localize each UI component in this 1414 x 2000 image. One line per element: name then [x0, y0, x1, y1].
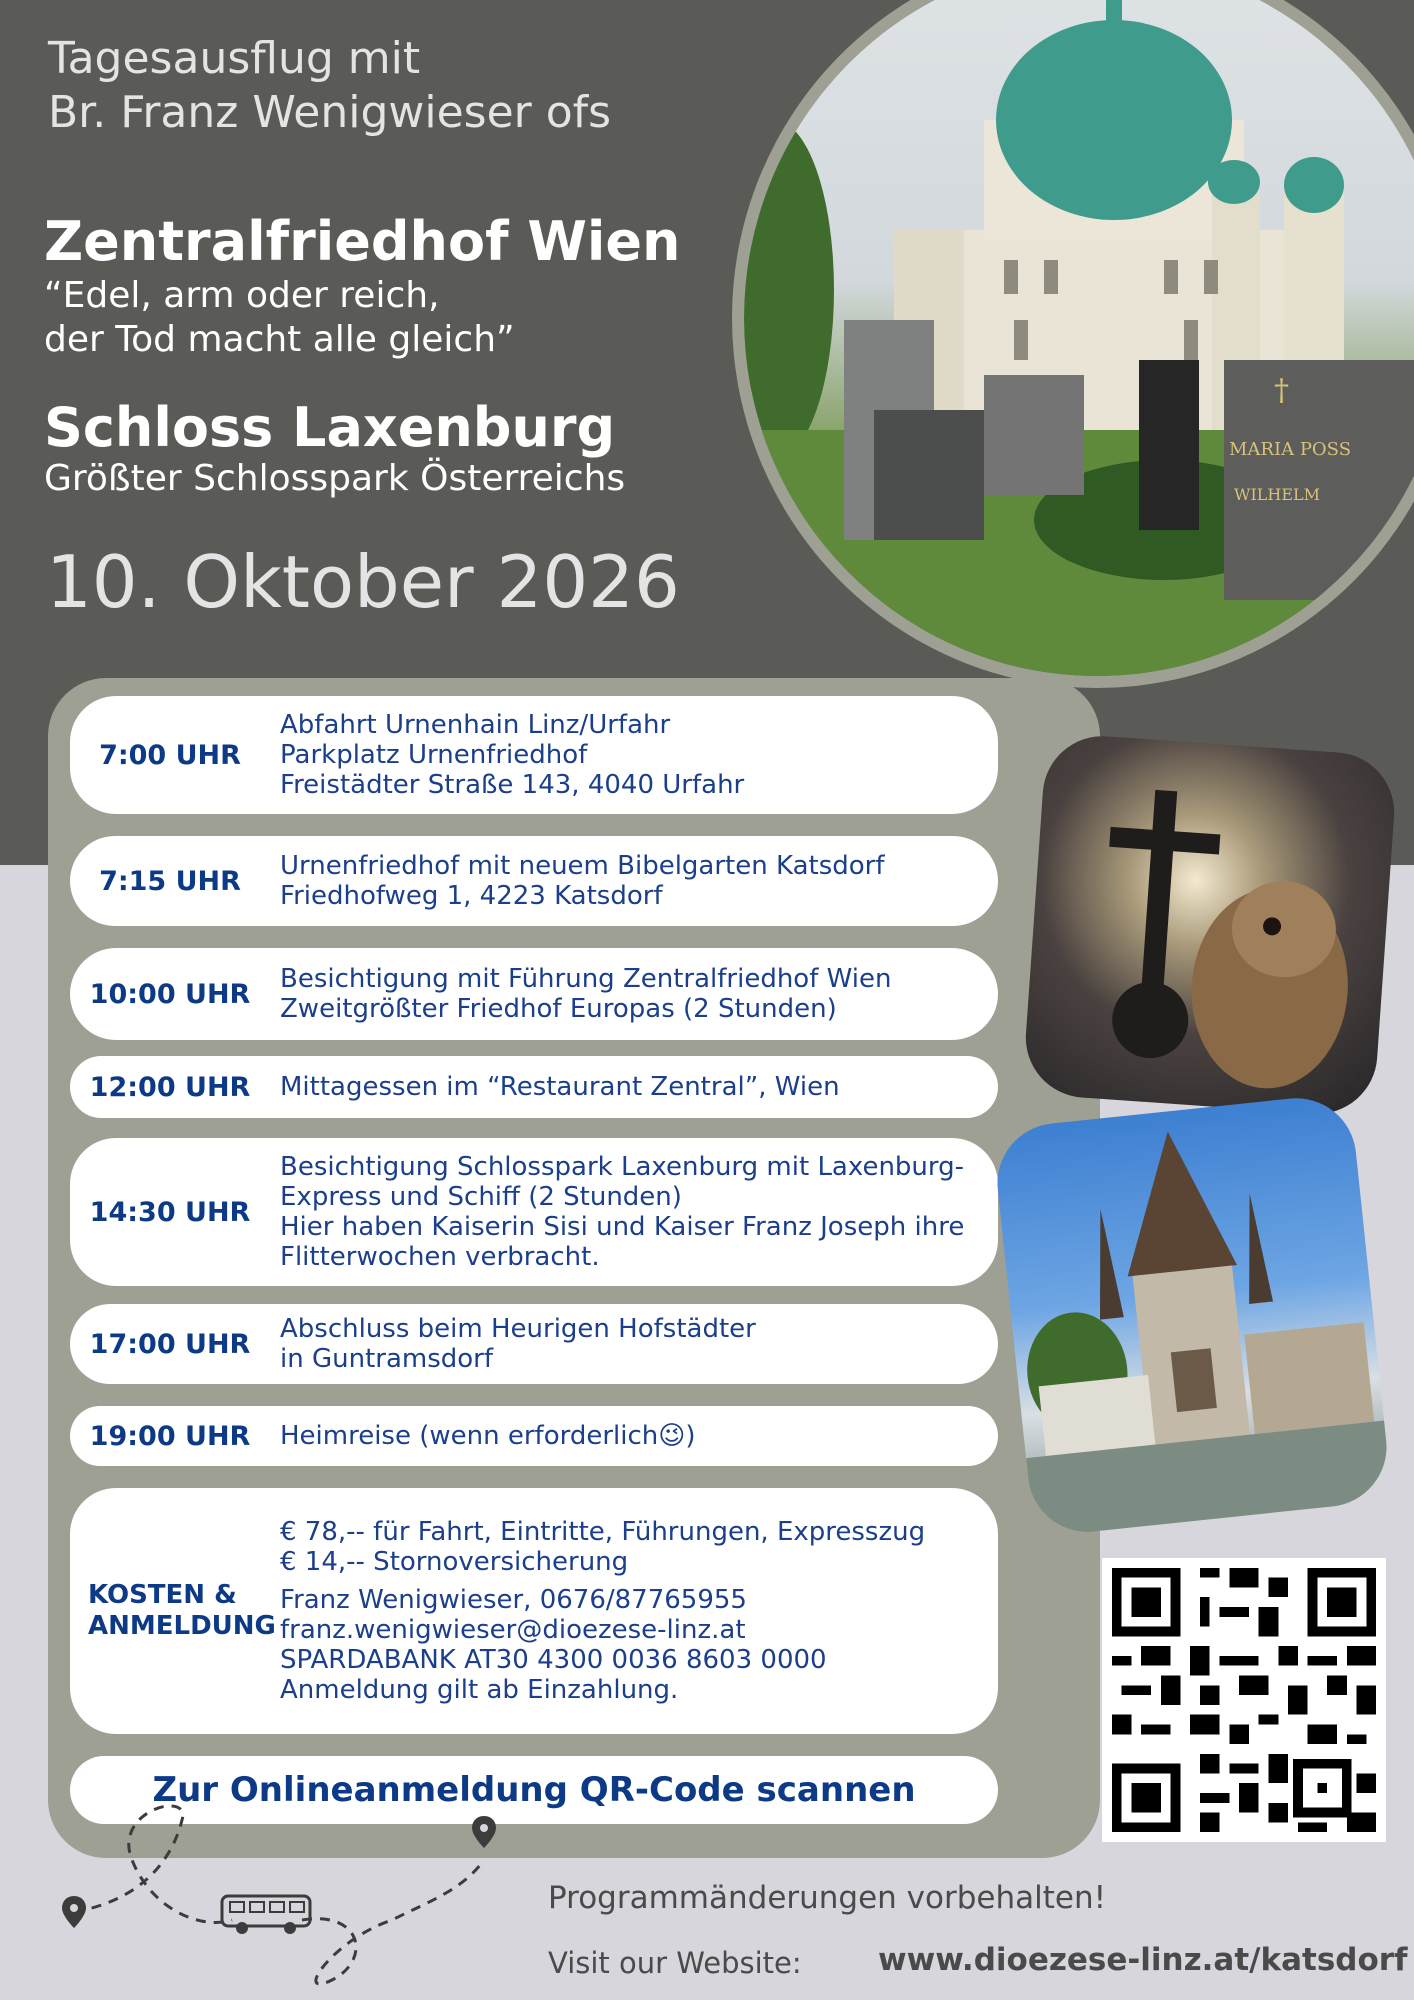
schedule-line: Flitterwochen verbracht. [280, 1242, 600, 1272]
schedule-description [280, 1304, 978, 1384]
schedule-description [280, 836, 978, 926]
event-date: 10. Oktober 2026 [46, 540, 680, 624]
schedule-row [70, 1056, 998, 1118]
quote-line-1: “Edel, arm oder reich, [44, 275, 440, 316]
hero-photo-church [744, 0, 1414, 676]
subtitle-schlosspark: Größter Schlosspark Österreichs [44, 458, 626, 499]
title-schloss-laxenburg: Schloss Laxenburg [44, 396, 616, 459]
schedule-row [70, 1406, 998, 1466]
headstone-inscription-2: WILHELM [1234, 485, 1321, 504]
quote [44, 274, 515, 362]
website-link[interactable]: www.dioezese-linz.at/katsdorf [878, 1942, 1408, 1978]
schedule-description [280, 696, 978, 814]
schedule-line: Hier haben Kaiserin Sisi und Kaiser Franz Joseph ihre [280, 1212, 965, 1242]
schedule-line: Mittagessen im “Restaurant Zentral”, Wien [280, 1072, 840, 1102]
schedule-row [70, 836, 998, 926]
photo-cross-owl [1022, 732, 1398, 1118]
schedule-row [70, 1138, 998, 1286]
cross-owl-illustration [1022, 732, 1398, 1118]
schedule-time: 7:15 UHR [99, 865, 241, 897]
costs-label [88, 1488, 276, 1734]
intro-line-1: Tagesausflug mit [48, 33, 421, 84]
schedule-row [70, 948, 998, 1040]
schedule-line: Besichtigung Schlosspark Laxenburg mit Laxenburg- [280, 1152, 965, 1182]
website-label: Visit our Website: [548, 1946, 802, 1980]
schedule-description [280, 948, 978, 1040]
schedule-line: Urnenfriedhof mit neuem Bibelgarten Katsdorf [280, 851, 885, 881]
costs-details [280, 1488, 978, 1734]
program-change-note: Programmänderungen vorbehalten! [548, 1880, 1107, 1916]
schedule-line: Friedhofweg 1, 4223 Katsdorf [280, 881, 663, 911]
schedule-line: Parkplatz Urnenfriedhof [280, 740, 588, 770]
schedule-row [70, 696, 998, 814]
schedule-line: Heimreise (wenn erforderlich😉) [280, 1421, 696, 1451]
storno-line: € 14,-- Stornoversicherung [280, 1547, 629, 1577]
schedule-description [280, 1138, 978, 1286]
quote-line-2: der Tod macht alle gleich” [44, 319, 515, 360]
svg-text:†: † [1274, 373, 1289, 408]
title-zentralfriedhof: Zentralfriedhof Wien [44, 210, 681, 273]
email-line: franz.wenigwieser@dioezese-linz.at [280, 1615, 746, 1645]
costs-label-line-1: KOSTEN & [88, 1580, 237, 1610]
schedule-time: 10:00 UHR [89, 978, 251, 1010]
schedule-row [70, 1304, 998, 1384]
location-pin-icon [62, 1896, 86, 1928]
schedule-line: Besichtigung mit Führung Zentralfriedhof Wien [280, 964, 892, 994]
church-illustration [744, 0, 1414, 676]
registration-note: Anmeldung gilt ab Einzahlung. [280, 1675, 679, 1705]
price-line: € 78,-- für Fahrt, Eintritte, Führungen, Expresszug [280, 1517, 926, 1547]
schedule-description [280, 1056, 978, 1118]
qr-registration-cta: Zur Onlineanmeldung QR-Code scannen [70, 1756, 998, 1824]
schedule-time: 19:00 UHR [89, 1420, 251, 1452]
schedule-line: in Guntramsdorf [280, 1344, 494, 1374]
schedule-line: Zweitgrößter Friedhof Europas (2 Stunden) [280, 994, 837, 1024]
registration-qr-code[interactable] [1102, 1558, 1386, 1842]
route-decoration [52, 1800, 512, 2000]
contact-line: Franz Wenigwieser, 0676/87765955 [280, 1585, 747, 1615]
bus-icon [222, 1896, 310, 1934]
photo-laxenburg-castle [992, 1092, 1393, 1537]
schedule-description [280, 1406, 978, 1466]
headstone-inscription-1: MARIA POSS [1229, 439, 1352, 460]
schedule-line: Abschluss beim Heurigen Hofstädter [280, 1314, 756, 1344]
intro-text [48, 32, 611, 140]
costs-label-line-2: ANMELDUNG [88, 1611, 276, 1641]
schedule-time: 14:30 UHR [89, 1196, 251, 1228]
schedule-line: Abfahrt Urnenhain Linz/Urfahr [280, 710, 671, 740]
location-pin-icon [472, 1816, 496, 1848]
qr-code-icon [1102, 1558, 1386, 1842]
schedule-line: Express und Schiff (2 Stunden) [280, 1182, 682, 1212]
schedule-time: 7:00 UHR [99, 739, 241, 771]
schedule-time: 17:00 UHR [89, 1328, 251, 1360]
intro-line-2: Br. Franz Wenigwieser ofs [48, 87, 612, 138]
schedule-line: Freistädter Straße 143, 4040 Urfahr [280, 770, 745, 800]
costs-box [70, 1488, 998, 1734]
castle-illustration [992, 1092, 1393, 1537]
schedule-time: 12:00 UHR [89, 1071, 251, 1103]
bank-line: SPARDABANK AT30 4300 0036 8603 0000 [280, 1645, 827, 1675]
